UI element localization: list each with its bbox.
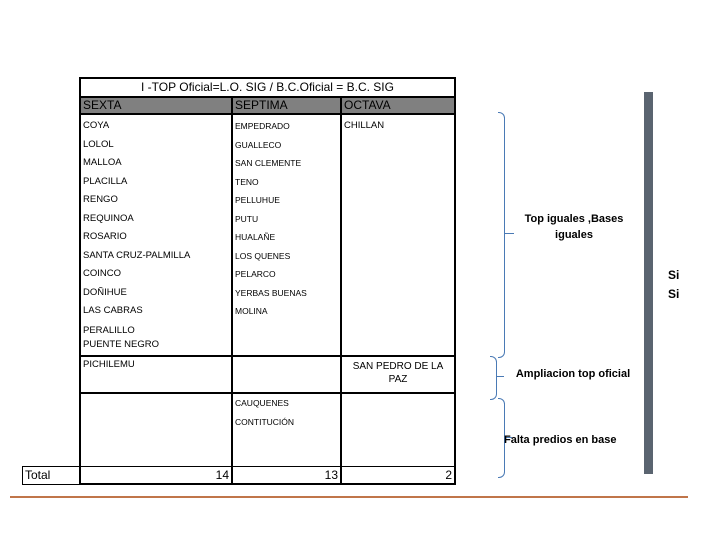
list-item: PUTU (235, 213, 259, 224)
list-item: CAUQUENES (235, 398, 289, 408)
list-item: COINCO (83, 268, 121, 279)
list-item: RENGO (83, 194, 118, 205)
list-item: PERALILLO PUENTE NEGRO (83, 324, 160, 350)
list-item: ROSARIO (83, 231, 127, 242)
list-item: DOÑIHUE (83, 286, 127, 298)
header-septima: SEPTIMA (235, 98, 288, 112)
total-border (22, 466, 23, 485)
ampliacion-octava: SAN PEDRO DE LA PAZ (352, 361, 444, 385)
note-ampliacion: Ampliacion top oficial (515, 368, 631, 380)
vertical-bar (644, 92, 653, 474)
list-item: HUALAÑE (235, 232, 276, 242)
brace-ampliacion (490, 356, 497, 400)
list-item: LOLOL (83, 138, 114, 150)
list-item: TENO (235, 176, 259, 187)
note-top-iguales: Top iguales ,Bases iguales (524, 213, 624, 241)
list-item: PLACILLA (83, 175, 128, 187)
list-item: GUALLECO (235, 139, 282, 150)
header-sexta: SEXTA (83, 98, 122, 112)
header-octava: OCTAVA (344, 98, 391, 112)
list-item: CHILLAN (344, 120, 385, 131)
brace-tip (496, 376, 504, 377)
sexta-list (83, 117, 229, 352)
list-item: EMPEDRADO (235, 121, 290, 131)
column-divider (231, 96, 233, 485)
list-item: COYA (83, 120, 110, 131)
total-label: Total (25, 468, 51, 482)
list-item: MALLOA (83, 157, 122, 168)
si-label: Si (668, 268, 680, 282)
list-item: CONTITUCIÓN (235, 416, 295, 427)
total-septima: 13 (324, 468, 338, 482)
si-label: Si (668, 287, 680, 301)
septima-list (235, 117, 339, 321)
falta-septima-list (235, 394, 294, 431)
list-item: LOS QUENES (235, 250, 291, 261)
table-title: I -TOP Oficial=L.O. SIG / B.C.Oficial = B.C. SIG (141, 80, 394, 94)
list-item: REQUINOA (83, 212, 134, 224)
list-item: SAN CLEMENTE (235, 158, 302, 168)
note-falta: Falta predios en base (504, 434, 617, 446)
list-item: PELLUHUE (235, 195, 280, 205)
bottom-divider (10, 496, 688, 498)
list-item: YERBAS BUENAS (235, 287, 307, 298)
brace-tip (504, 233, 514, 234)
total-border (22, 484, 80, 485)
list-item: LAS CABRAS (83, 305, 143, 316)
list-item: MOLINA (235, 306, 268, 316)
ampliacion-sexta: PICHILEMU (83, 359, 135, 370)
list-item: SANTA CRUZ-PALMILLA (83, 249, 191, 261)
brace-top-iguales (498, 112, 505, 358)
octava-list (344, 117, 452, 136)
column-divider (340, 96, 342, 485)
row-divider (79, 355, 456, 357)
list-item: PELARCO (235, 269, 276, 279)
total-sexta: 14 (215, 468, 229, 482)
total-octava: 2 (445, 468, 452, 482)
